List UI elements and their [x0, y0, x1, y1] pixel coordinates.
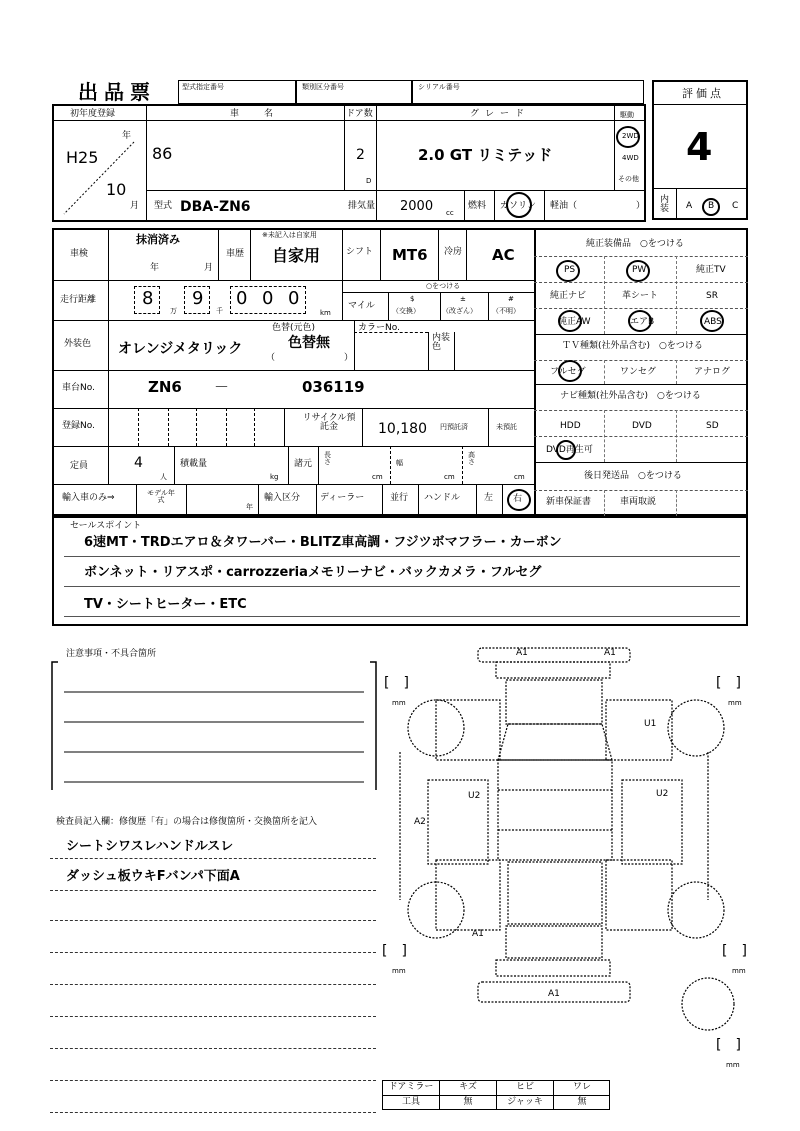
damage-front-bumper-a1-left: A1	[516, 648, 528, 658]
chassis-dash: －	[214, 378, 230, 396]
recycle-label: リサイクル預託金	[302, 413, 356, 432]
form-title: 出品票	[78, 80, 156, 104]
car-name-label: 車 名	[230, 109, 282, 119]
ac-label: 冷房	[444, 247, 463, 257]
chassis-label: 車台No.	[62, 383, 95, 393]
displacement-unit: cc	[446, 209, 454, 217]
equip-abs: ABS	[704, 317, 722, 327]
equip-ps: PS	[564, 265, 576, 275]
car-name: 86	[152, 144, 173, 163]
model-year-unit: 年	[246, 503, 253, 511]
tread-bracket-rear-left: [ ]	[382, 943, 407, 959]
repaint-paren-open: （	[266, 353, 276, 363]
doors-label: ドア数	[346, 109, 373, 119]
exterior-color-value: オレンジメタリック	[118, 341, 243, 357]
damage-right-door-u2: U2	[656, 789, 669, 799]
inspector-label: 検査員記入欄：修復歴「有」の場合は修復箇所・交換箇所を記入	[56, 817, 318, 827]
drive-other: その他	[618, 175, 639, 183]
unknown-symbol: #	[508, 295, 514, 303]
history-note: ※未記入は自家用	[262, 231, 317, 239]
equip-airbag: エアB	[630, 317, 655, 327]
doors-suffix: D	[366, 177, 372, 185]
handle-right: 右	[513, 494, 523, 504]
recycle-unpaid: 未預託	[496, 423, 517, 431]
interior-grade-c: C	[732, 201, 739, 211]
fuel-label: 燃料	[468, 201, 487, 211]
dvd-playable: DVD再生可	[546, 445, 593, 455]
height-label: 高さ	[468, 451, 475, 466]
fuel-light-oil: 軽油（	[550, 201, 578, 211]
repaint-label: 色替(元色)	[272, 323, 316, 333]
repaint-paren-close: ）	[344, 353, 354, 363]
equip-navi: 純正ナビ	[550, 291, 587, 301]
fuel-gasoline: ガソリン	[500, 201, 537, 211]
first-reg-label: 初年度登録	[70, 109, 116, 119]
tread-mm-spare: mm	[726, 1061, 740, 1069]
navi-hdd: HDD	[560, 421, 581, 431]
import-type-label: 輸入区分	[264, 493, 301, 503]
tool-table-jack: ジャッキ	[507, 1097, 543, 1107]
interior-grade-a: A	[686, 201, 693, 211]
tv-analog: アナログ	[694, 367, 731, 377]
damage-front-right-u1: U1	[644, 719, 657, 729]
tread-bracket-rear-right: [ ]	[722, 943, 747, 959]
class-number-label: 類別区分番号	[302, 83, 344, 91]
interior-label: 内装	[660, 195, 670, 214]
import-dealer: ディーラー	[320, 493, 365, 503]
ac-value: AC	[492, 246, 515, 264]
displacement-value: 2000	[400, 199, 434, 214]
mileage-km: km	[320, 309, 331, 317]
tool-table-header-mirror: ドアミラー	[388, 1082, 434, 1092]
navi-title: ナビ種類(社外品含む) ○をつける	[560, 391, 701, 401]
length-unit: cm	[372, 473, 383, 481]
later-manual: 車両取説	[620, 497, 657, 507]
height-unit: cm	[514, 473, 525, 481]
tread-bracket-front-left: [ ]	[384, 675, 409, 691]
score-value: 4	[686, 125, 713, 169]
tool-table-header-scratch: キズ	[459, 1082, 477, 1092]
mileage-man: 万	[170, 307, 177, 315]
drive-4wd: 4WD	[622, 154, 639, 162]
tread-mm-rear-left: mm	[392, 967, 406, 975]
drive-label: 駆動	[620, 111, 634, 119]
mileage-digit-4: 0	[262, 288, 274, 309]
mileage-digit-1: 8	[142, 288, 154, 309]
tv-oneseg: ワンセグ	[620, 367, 657, 377]
import-parallel: 並行	[390, 493, 409, 503]
load-unit: kg	[270, 473, 279, 481]
load-label: 積載量	[180, 459, 208, 469]
altered-label: （改ざん）	[442, 307, 477, 315]
sales-line-2: ボンネット・リアスポ・carrozzeriaメモリーナビ・バックカメラ・フルセグ	[84, 565, 542, 580]
tread-bracket-spare: [ ]	[716, 1037, 741, 1053]
shaken-month: 月	[204, 263, 214, 273]
later-warranty: 新車保証書	[546, 497, 592, 507]
serial-number-label: シリアル番号	[418, 83, 460, 91]
shift-value: MT6	[392, 246, 428, 264]
capacity-value: 4	[134, 455, 143, 471]
damage-left-side-a2: A2	[414, 817, 426, 827]
first-reg-era-year: H25	[66, 148, 99, 167]
history-label: 車歴	[226, 249, 245, 259]
model-label: 型式	[154, 201, 173, 211]
shaken-year: 年	[150, 263, 160, 273]
fuel-close-paren: ）	[636, 201, 646, 211]
drive-2wd: 2WD	[622, 132, 639, 140]
later-title: 後日発送品 ○をつける	[584, 471, 682, 481]
model-value: DBA-ZN6	[180, 199, 251, 215]
tool-table-jack-value: 無	[577, 1097, 587, 1107]
capacity-unit: 人	[160, 473, 167, 481]
mileage-mark-header: ○をつける	[426, 282, 461, 290]
equip-tv: 純正TV	[696, 265, 726, 275]
damage-left-door-u2: U2	[468, 791, 481, 801]
tool-table-header-crack: ヒビ	[515, 1082, 534, 1092]
chassis-number: 036119	[302, 378, 365, 396]
interior-grade-b: B	[708, 201, 715, 211]
mileage-label: 走行距離	[60, 295, 97, 305]
equip-sr: SR	[706, 291, 718, 301]
handle-left: 左	[484, 493, 494, 503]
caution-label: 注意事項・不具合箇所	[66, 649, 157, 659]
equipment-title: 純正装備品 ○をつける	[586, 239, 684, 249]
navi-sd: SD	[706, 421, 719, 431]
shift-label: シフト	[346, 247, 374, 257]
equip-pw: PW	[632, 265, 647, 275]
grade-label: グレード	[470, 109, 531, 119]
first-reg-month: 10	[106, 180, 127, 199]
altered-symbol: ±	[460, 295, 466, 303]
recycle-value: 10,180	[378, 421, 427, 437]
first-reg-month-suffix: 月	[130, 201, 140, 211]
sales-point-label: セールスポイント	[70, 521, 142, 531]
shaken-value: 抹消済み	[136, 233, 180, 246]
tool-table-header-break: ワレ	[572, 1082, 591, 1092]
unknown-label: （不明）	[492, 307, 520, 315]
capacity-label: 定員	[70, 461, 89, 471]
equip-aw: 純正AW	[558, 317, 591, 327]
damage-rear-left-a1: A1	[472, 929, 484, 939]
repaint-value: 色替無	[288, 335, 330, 351]
dims-label: 諸元	[294, 459, 313, 469]
sales-line-3: TV・シートヒーター・ETC	[84, 597, 247, 612]
width-label: 幅	[396, 459, 403, 467]
sales-line-1: 6速MT・TRDエアロ＆タワーバー・BLITZ車高調・フジツボマフラー・カーボン	[84, 535, 562, 550]
width-unit: cm	[444, 473, 455, 481]
tv-fullseg: フルセグ	[550, 367, 586, 377]
mileage-sen: 千	[216, 307, 223, 315]
registration-label: 登録No.	[62, 421, 95, 431]
recycle-paid: 円預託済	[440, 423, 468, 431]
tread-bracket-front-right: [ ]	[716, 675, 741, 691]
interior-color-label: 内装色	[432, 333, 451, 352]
tool-table-tools-value: 無	[463, 1097, 473, 1107]
type-number-label: 型式指定番号	[182, 83, 224, 91]
mileage-digit-5: 0	[288, 288, 300, 309]
exchange-symbol: $	[410, 295, 415, 303]
navi-dvd: DVD	[632, 421, 652, 431]
equip-leather: 革シート	[622, 291, 659, 301]
damage-front-bumper-a1-right: A1	[604, 648, 616, 658]
shaken-label: 車検	[70, 249, 89, 259]
inspector-line-1: シートシワスレハンドルスレ	[66, 839, 234, 854]
handle-label: ハンドル	[424, 493, 461, 503]
displacement-label: 排気量	[348, 201, 376, 211]
mileage-digit-3: 0	[236, 288, 248, 309]
mileage-digit-2: 9	[192, 288, 204, 309]
score-label: 評価点	[682, 87, 724, 100]
history-value: 自家用	[272, 246, 321, 265]
first-reg-year-suffix: 年	[122, 131, 132, 141]
grade-value: 2.0 GT リミテッド	[418, 146, 553, 164]
tread-mm-rear-right: mm	[732, 967, 746, 975]
mile-label: マイル	[348, 301, 375, 311]
import-label: 輸入車のみ⇒	[62, 493, 115, 503]
length-label: 長さ	[324, 451, 331, 466]
color-no-label: カラーNo.	[358, 323, 400, 333]
tread-mm-front-left: mm	[392, 699, 406, 707]
tv-title: ＴＶ種類(社外品含む) ○をつける	[562, 341, 703, 351]
tread-mm-front-right: mm	[728, 699, 742, 707]
model-year-label: モデル年式	[147, 489, 175, 504]
chassis-prefix: ZN6	[148, 378, 182, 396]
exchange-label: （交換）	[392, 307, 420, 315]
damage-rear-bumper-a1: A1	[548, 989, 560, 999]
exterior-color-label: 外装色	[64, 339, 92, 349]
inspector-line-2: ダッシュ板ウキFバンパ下面A	[66, 869, 240, 884]
doors-value: 2	[356, 147, 365, 163]
tool-table-tools: 工具	[401, 1097, 420, 1107]
